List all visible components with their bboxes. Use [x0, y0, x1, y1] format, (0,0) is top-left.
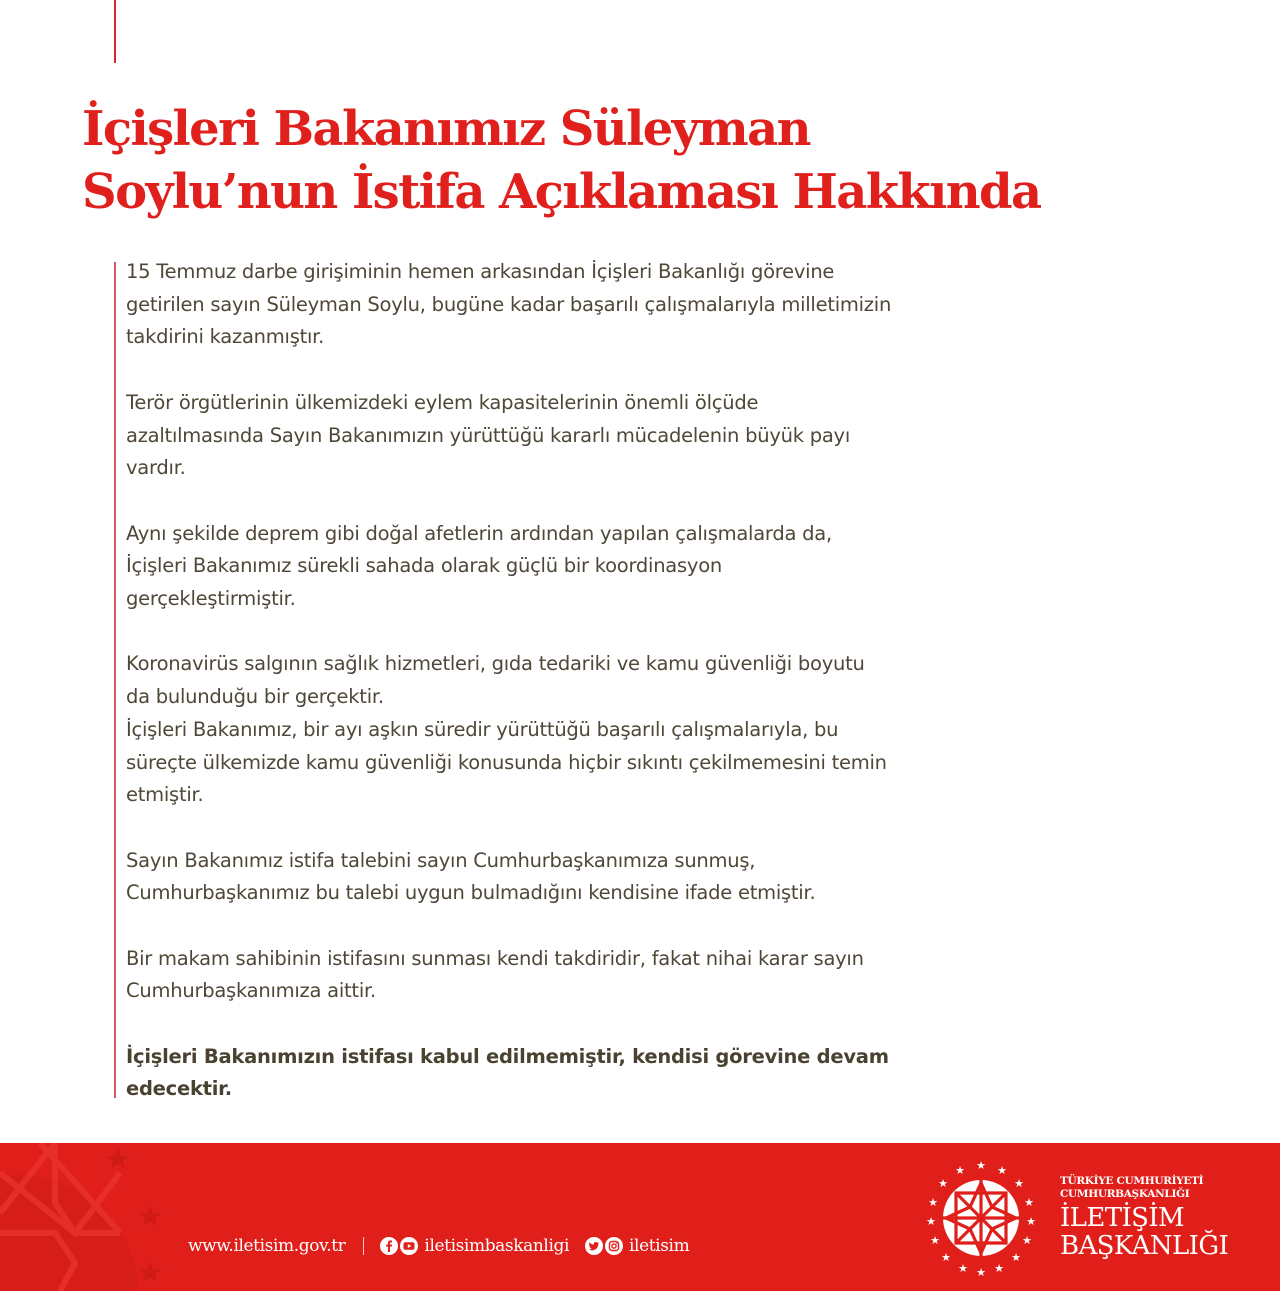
paragraph-line: getirilen sayın Süleyman Soylu, bugüne kadar başarılı çalışmalarıyla milletimizin	[126, 292, 892, 316]
facebook-icon[interactable]	[380, 1237, 398, 1255]
social-handle-iletisim[interactable]: iletisim	[629, 1236, 690, 1256]
svg-text:★: ★	[1011, 1251, 1021, 1264]
instagram-icon[interactable]	[605, 1237, 623, 1255]
website-link[interactable]: www.iletisim.gov.tr	[188, 1236, 346, 1256]
social-group-facebook-youtube	[380, 1236, 569, 1256]
divider	[363, 1237, 364, 1255]
paragraph-2	[126, 387, 976, 485]
paragraph-line: da bulunduğu bir gerçektir.	[126, 685, 384, 709]
paragraph-line: İçişleri Bakanımız, bir ayı aşkın süredir yürüttüğü başarılı çalışmalarıyla, bu	[126, 717, 839, 741]
paragraph-line: Cumhurbaşkanımız bu talebi uygun bulmadığını kendisine ifade etmiştir.	[126, 881, 816, 905]
conclusion-paragraph	[126, 1041, 976, 1106]
svg-text:★: ★	[1024, 1196, 1034, 1209]
decorative-pattern-icon	[0, 1143, 200, 1291]
paragraph-3	[126, 518, 976, 616]
footer-banner	[0, 1143, 1280, 1291]
svg-text:★: ★	[994, 1262, 1004, 1275]
paragraph-line: Koronavirüs salgının sağlık hizmetleri, gıda tedariki ve kamu güvenliği boyutu	[126, 652, 865, 676]
svg-text:★: ★	[926, 1215, 936, 1228]
paragraph-line: takdirini kazanmıştır.	[126, 325, 325, 349]
svg-text:★: ★	[1022, 1234, 1032, 1247]
paragraph-line: 15 Temmuz darbe girişiminin hemen arkasından İçişleri Bakanlığı görevine	[126, 260, 835, 283]
page-title	[82, 98, 1202, 224]
social-group-twitter-instagram	[585, 1236, 689, 1256]
paragraph-line: İçişleri Bakanımızın istifası kabul edilmemiştir, kendisi görevine devam	[126, 1044, 889, 1068]
title-line-2: Soylu’nun İstifa Açıklaması Hakkında	[82, 164, 1041, 220]
body-accent-rule	[114, 262, 116, 1098]
svg-text:★: ★	[1014, 1177, 1024, 1190]
footer-links	[188, 1236, 689, 1256]
paragraph-6	[126, 943, 976, 1008]
paragraph-line: süreçte ülkemizde kamu güvenliği konusunda hiçbir sıkıntı çekilmemesini temin	[126, 750, 887, 774]
org-line-baskanligi: BAŞKANLIĞI	[1060, 1231, 1229, 1261]
paragraph-line: vardır.	[126, 456, 186, 480]
svg-text:★: ★	[976, 1266, 986, 1277]
youtube-icon[interactable]	[400, 1237, 418, 1255]
svg-text:★: ★	[958, 1262, 968, 1275]
title-line-1: İçişleri Bakanımız Süleyman	[82, 101, 810, 157]
svg-text:★: ★	[938, 1177, 948, 1190]
top-accent-rule	[114, 0, 116, 63]
svg-text:★: ★	[1026, 1215, 1036, 1228]
paragraph-line: Bir makam sahibinin istifasını sunması kendi takdiridir, fakat nihai karar sayın	[126, 946, 864, 970]
paragraph-5	[126, 845, 976, 910]
paragraph-line: edecektir.	[126, 1077, 232, 1101]
org-line-presidency: CUMHURBAŞKANLIĞI	[1060, 1188, 1190, 1200]
iletisim-emblem-logo-icon	[926, 1159, 1036, 1277]
paragraph-4	[126, 648, 976, 812]
svg-text:★: ★	[941, 1251, 951, 1264]
svg-text:★: ★	[955, 1164, 965, 1177]
svg-text:★: ★	[976, 1159, 986, 1172]
paragraph-line: etmiştir.	[126, 783, 204, 807]
org-line-republic: TÜRKİYE CUMHURİYETİ	[1060, 1175, 1204, 1187]
paragraph-line: gerçekleştirmiştir.	[126, 587, 296, 610]
svg-text:★: ★	[997, 1164, 1007, 1177]
paragraph-line: Sayın Bakanımız istifa talebini sayın Cumhurbaşkanımıza sunmuş,	[126, 848, 756, 872]
paragraph-line: azaltılmasında Sayın Bakanımızın yürüttüğü kararlı mücadelenin büyük payı	[126, 423, 850, 447]
paragraph-line: Terör örgütlerinin ülkemizdeki eylem kapasitelerinin önemli ölçüde	[126, 390, 759, 414]
paragraph-line: Aynı şekilde deprem gibi doğal afetlerin ardından yapılan çalışmalarda da,	[126, 521, 832, 545]
paragraph-line: Cumhurbaşkanımıza aittir.	[126, 979, 376, 1003]
social-handle-iletisimbaskanligi[interactable]: iletisimbaskanligi	[424, 1236, 570, 1256]
twitter-icon[interactable]	[585, 1237, 603, 1255]
org-line-iletisim: İLETİŞİM	[1060, 1203, 1185, 1233]
statement-body	[126, 256, 976, 1106]
svg-text:★: ★	[928, 1196, 938, 1209]
paragraph-line: İçişleri Bakanımız sürekli sahada olarak güçlü bir koordinasyon	[126, 554, 722, 578]
organization-name	[1060, 1175, 1228, 1260]
paragraph-1	[126, 256, 976, 354]
svg-text:★: ★	[930, 1234, 940, 1247]
